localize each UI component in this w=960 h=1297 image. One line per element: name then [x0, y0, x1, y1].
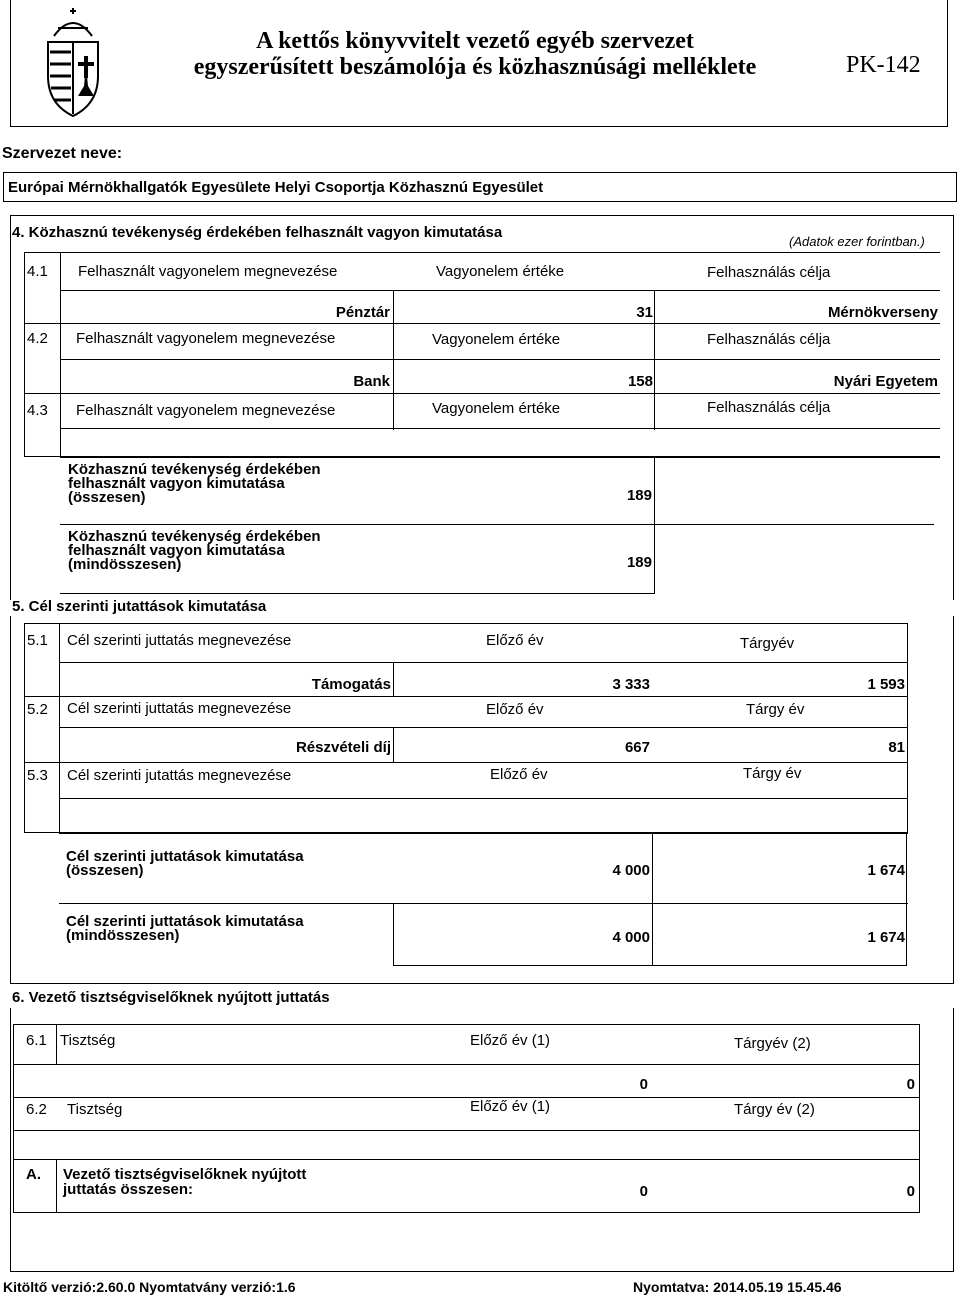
row-divider: [59, 798, 908, 799]
row-divider: [24, 393, 940, 394]
col-header-prev: Előző év: [486, 701, 544, 718]
row-num: 5.3: [27, 767, 48, 784]
s5-total-prev: 4 000: [612, 862, 650, 879]
s4-grand-value: 189: [626, 554, 652, 571]
col-divider: [59, 623, 60, 833]
row-num: 5.1: [27, 632, 48, 649]
col-header-value: Vagyonelem értéke: [432, 400, 561, 417]
col-divider: [654, 524, 655, 594]
row-divider: [60, 593, 655, 594]
col-header-prev: Előző év: [490, 766, 548, 783]
s4-grand-label: felhasznált vagyon kimutatása: [68, 542, 285, 559]
s5-total-label: (összesen): [66, 862, 144, 879]
col-header-name: Cél szerinti juttatás megnevezése: [67, 700, 292, 717]
hungarian-coat-of-arms-icon: [40, 6, 106, 118]
benefit-name: Támogatás: [311, 676, 391, 693]
col-header-prev: Előző év: [486, 632, 544, 649]
row-divider: [24, 323, 940, 324]
s6-total-curr: 0: [906, 1183, 915, 1200]
page-title-line-1: A kettős könyvvitelt vezető egyéb szervezet: [256, 28, 694, 54]
col-divider: [393, 727, 394, 763]
benefit-prev: 667: [624, 739, 650, 756]
row-divider: [24, 762, 908, 763]
col-header-value: Vagyonelem értéke: [432, 331, 561, 348]
row-divider: [24, 696, 908, 697]
col-header-name: Tisztség: [67, 1101, 123, 1118]
s4-total-label: felhasznált vagyon kimutatása: [68, 475, 285, 492]
col-divider: [654, 290, 655, 430]
s4-grand-label: Közhasznú tevékenység érdekében: [68, 528, 321, 545]
col-divider: [60, 252, 61, 457]
row-divider: [59, 727, 908, 728]
officer-prev: 0: [639, 1076, 648, 1093]
row-divider: [60, 524, 934, 525]
s6-total-label: Vezető tisztségviselőknek nyújtott: [63, 1166, 307, 1183]
col-header-curr: Tárgy év: [746, 701, 805, 718]
row-num: 5.2: [27, 701, 48, 718]
s6-total-label: juttatás összesen:: [63, 1181, 194, 1198]
row-num: 6.1: [26, 1032, 47, 1049]
col-header-name: Tisztség: [60, 1032, 116, 1049]
col-header-curr: Tárgyév (2): [734, 1035, 811, 1052]
col-divider: [393, 903, 394, 965]
col-header-prev: Előző év (1): [470, 1098, 551, 1115]
row-num: 4.3: [27, 402, 48, 419]
org-name: Európai Mérnökhallgatók Egyesülete Helyi Csoportja Közhasznú Egyesület: [8, 179, 544, 196]
benefit-curr: 81: [888, 739, 905, 756]
section-6-title: 6. Vezető tisztségviselőknek nyújtott juttatás: [12, 989, 330, 1006]
row-divider: [393, 965, 907, 966]
col-header-value: Vagyonelem értéke: [436, 263, 565, 280]
s6-total-num: A.: [26, 1166, 41, 1183]
row-divider: [60, 290, 940, 291]
row-num: 4.2: [27, 330, 48, 347]
asset-value: 31: [636, 304, 653, 321]
footer-version: Kitöltő verzió:2.60.0 Nyomtatvány verzió:1.6: [3, 1279, 296, 1295]
asset-name: Pénztár: [335, 304, 390, 321]
col-divider: [654, 457, 655, 525]
row-divider: [13, 1097, 920, 1098]
s5-grand-label: Cél szerinti juttatások kimutatása: [66, 913, 304, 930]
row-divider: [60, 457, 940, 458]
asset-value: 158: [627, 373, 653, 390]
col-divider: [652, 903, 653, 965]
col-header-name: Cél szerinti jutattás megnevezése: [67, 767, 292, 784]
footer-print-date: Nyomtatva: 2014.05.19 15.45.46: [633, 1279, 842, 1295]
asset-purpose: Mérnökverseny: [827, 304, 938, 321]
s4-total-label: Közhasznú tevékenység érdekében: [68, 461, 321, 478]
page-title-line-2: egyszerűsített beszámolója és közhasznúsági melléklete: [193, 54, 757, 80]
col-header-curr: Tárgyév: [740, 635, 795, 652]
col-divider: [393, 662, 394, 696]
col-header-name: Felhasznált vagyonelem megnevezése: [76, 402, 336, 419]
col-divider: [56, 1024, 57, 1064]
s4-total-value: 189: [626, 487, 652, 504]
col-header-name: Cél szerinti juttatás megnevezése: [67, 632, 292, 649]
row-num: 4.1: [27, 263, 48, 280]
unit-note: (Adatok ezer forintban.): [789, 234, 925, 249]
col-header-name: Felhasznált vagyonelem megnevezése: [78, 263, 338, 280]
col-header-prev: Előző év (1): [470, 1032, 551, 1049]
section-5-title: 5. Cél szerinti jutattások kimutatása: [12, 598, 267, 615]
row-divider: [13, 1064, 920, 1065]
section-4-rows-frame: [24, 252, 940, 457]
col-header-name: Felhasznált vagyonelem megnevezése: [76, 330, 336, 347]
s4-grand-label: (mindösszesen): [68, 556, 182, 573]
col-header-purpose: Felhasználás célja: [707, 331, 831, 348]
benefit-curr: 1 593: [867, 676, 905, 693]
benefit-prev: 3 333: [612, 676, 650, 693]
row-divider: [59, 833, 908, 834]
col-divider: [652, 833, 653, 903]
form-code: PK-142: [846, 52, 921, 78]
s5-total-label: Cél szerinti juttatások kimutatása: [66, 848, 304, 865]
row-divider: [60, 359, 940, 360]
asset-name: Bank: [353, 373, 390, 390]
col-header-purpose: Felhasználás célja: [707, 264, 831, 281]
benefit-name: Részvételi díj: [295, 739, 391, 756]
asset-purpose: Nyári Egyetem: [833, 373, 938, 390]
row-num: 6.2: [26, 1101, 47, 1118]
s5-total-curr: 1 674: [867, 862, 905, 879]
col-divider: [906, 903, 907, 965]
officer-curr: 0: [906, 1076, 915, 1093]
section-5-rows-frame: [24, 623, 908, 833]
s5-grand-curr: 1 674: [867, 929, 905, 946]
col-divider: [906, 833, 907, 903]
org-label: Szervezet neve:: [2, 145, 123, 162]
s5-grand-prev: 4 000: [612, 929, 650, 946]
s5-grand-label: (mindösszesen): [66, 927, 180, 944]
col-header-curr: Tárgy év (2): [734, 1101, 815, 1118]
col-header-curr: Tárgy év: [743, 765, 802, 782]
s6-total-prev: 0: [639, 1183, 648, 1200]
section-4-title: 4. Közhasznú tevékenység érdekében felhasznált vagyon kimutatása: [12, 224, 503, 241]
row-divider: [13, 1130, 920, 1131]
s4-total-label: (összesen): [68, 489, 146, 506]
row-divider: [59, 662, 908, 663]
col-divider: [56, 1160, 57, 1213]
row-divider: [60, 428, 940, 429]
row-divider: [59, 903, 908, 904]
col-header-purpose: Felhasználás célja: [707, 399, 831, 416]
col-divider: [393, 290, 394, 430]
